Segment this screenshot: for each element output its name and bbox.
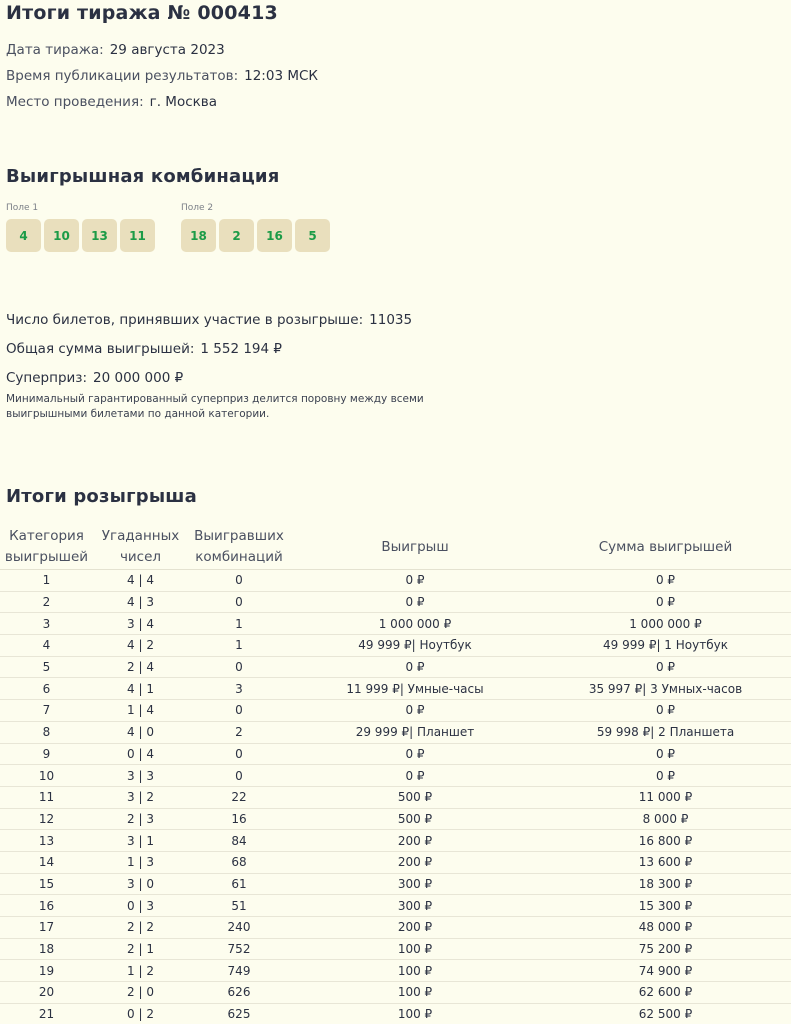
table-row [0, 743, 791, 765]
cell-category: 4 [0, 635, 93, 657]
cell-guessed: 3 | 3 [93, 765, 188, 787]
cell-category: 11 [0, 786, 93, 808]
cell-prize: 100 ₽ [290, 938, 540, 960]
tickets-count-label: Число билетов, принявших участие в розыгрыше: [6, 312, 364, 328]
col-guessed: Угаданных чисел [93, 525, 188, 570]
table-row [0, 656, 791, 678]
cell-prize-total: 0 ₽ [540, 570, 791, 592]
cell-guessed: 1 | 3 [93, 851, 188, 873]
cell-prize-total: 0 ₽ [540, 656, 791, 678]
publication-time-label: Время публикации результатов: [6, 68, 239, 84]
tickets-count-value: 11035 [369, 312, 413, 328]
cell-winning-combinations: 625 [188, 1003, 290, 1024]
cell-winning-combinations: 2 [188, 721, 290, 743]
field-1-ball: 11 [120, 219, 155, 252]
cell-category: 9 [0, 743, 93, 765]
field-2-balls [181, 219, 330, 252]
cell-prize: 11 999 ₽| Умные-часы [290, 678, 540, 700]
table-row [0, 700, 791, 722]
cell-guessed: 1 | 4 [93, 700, 188, 722]
draw-date-value: 29 августа 2023 [109, 42, 225, 58]
table-row [0, 721, 791, 743]
cell-guessed: 4 | 0 [93, 721, 188, 743]
cell-prize-total: 0 ₽ [540, 765, 791, 787]
cell-guessed: 2 | 4 [93, 656, 188, 678]
cell-winning-combinations: 0 [188, 656, 290, 678]
superprize-label: Суперприз: [6, 370, 88, 386]
cell-prize: 100 ₽ [290, 1003, 540, 1024]
total-winnings-value: 1 552 194 ₽ [200, 341, 282, 357]
cell-prize-total: 49 999 ₽| 1 Ноутбук [540, 635, 791, 657]
tickets-count [6, 312, 412, 328]
cell-category: 20 [0, 982, 93, 1004]
cell-category: 18 [0, 938, 93, 960]
cell-winning-combinations: 16 [188, 808, 290, 830]
cell-prize-total: 0 ₽ [540, 743, 791, 765]
cell-category: 1 [0, 570, 93, 592]
table-row [0, 917, 791, 939]
cell-category: 16 [0, 895, 93, 917]
cell-guessed: 0 | 2 [93, 1003, 188, 1024]
cell-guessed: 4 | 3 [93, 591, 188, 613]
cell-winning-combinations: 0 [188, 591, 290, 613]
cell-winning-combinations: 240 [188, 917, 290, 939]
cell-guessed: 3 | 2 [93, 786, 188, 808]
cell-winning-combinations: 752 [188, 938, 290, 960]
cell-prize: 49 999 ₽| Ноутбук [290, 635, 540, 657]
cell-prize-total: 59 998 ₽| 2 Планшета [540, 721, 791, 743]
draw-date-label: Дата тиража: [6, 42, 104, 58]
cell-winning-combinations: 51 [188, 895, 290, 917]
cell-winning-combinations: 626 [188, 982, 290, 1004]
cell-prize: 0 ₽ [290, 591, 540, 613]
results-body [0, 570, 791, 1024]
publication-time [6, 68, 318, 84]
cell-prize: 200 ₽ [290, 851, 540, 873]
draw-place [6, 94, 217, 110]
cell-prize-total: 35 997 ₽| 3 Умных-часов [540, 678, 791, 700]
cell-prize-total: 8 000 ₽ [540, 808, 791, 830]
cell-winning-combinations: 22 [188, 786, 290, 808]
winning-combination-heading: Выигрышная комбинация [6, 166, 280, 187]
cell-guessed: 1 | 2 [93, 960, 188, 982]
cell-category: 5 [0, 656, 93, 678]
field-2-ball: 2 [219, 219, 254, 252]
field-1-ball: 13 [82, 219, 117, 252]
cell-category: 21 [0, 1003, 93, 1024]
cell-prize: 200 ₽ [290, 830, 540, 852]
cell-guessed: 4 | 2 [93, 635, 188, 657]
cell-prize-total: 15 300 ₽ [540, 895, 791, 917]
cell-winning-combinations: 84 [188, 830, 290, 852]
table-row [0, 938, 791, 960]
total-winnings [6, 341, 282, 357]
cell-prize: 0 ₽ [290, 743, 540, 765]
cell-guessed: 4 | 4 [93, 570, 188, 592]
cell-category: 13 [0, 830, 93, 852]
cell-guessed: 3 | 1 [93, 830, 188, 852]
cell-winning-combinations: 749 [188, 960, 290, 982]
cell-guessed: 2 | 2 [93, 917, 188, 939]
cell-guessed: 3 | 4 [93, 613, 188, 635]
cell-prize-total: 62 600 ₽ [540, 982, 791, 1004]
cell-category: 2 [0, 591, 93, 613]
table-row [0, 678, 791, 700]
cell-category: 6 [0, 678, 93, 700]
results-heading: Итоги розыгрыша [6, 486, 197, 507]
draw-date [6, 42, 225, 58]
cell-prize-total: 74 900 ₽ [540, 960, 791, 982]
cell-winning-combinations: 0 [188, 765, 290, 787]
cell-guessed: 2 | 1 [93, 938, 188, 960]
cell-prize-total: 48 000 ₽ [540, 917, 791, 939]
cell-prize: 500 ₽ [290, 808, 540, 830]
cell-prize: 0 ₽ [290, 656, 540, 678]
cell-prize-total: 18 300 ₽ [540, 873, 791, 895]
table-row [0, 786, 791, 808]
table-row [0, 830, 791, 852]
table-row [0, 873, 791, 895]
cell-winning-combinations: 0 [188, 570, 290, 592]
field-2-label: Поле 2 [181, 203, 214, 213]
cell-prize: 1 000 000 ₽ [290, 613, 540, 635]
cell-prize-total: 16 800 ₽ [540, 830, 791, 852]
cell-category: 7 [0, 700, 93, 722]
table-row [0, 895, 791, 917]
cell-category: 8 [0, 721, 93, 743]
cell-prize: 100 ₽ [290, 960, 540, 982]
draw-place-value: г. Москва [149, 94, 218, 110]
cell-category: 10 [0, 765, 93, 787]
superprize-note: Минимальный гарантированный суперприз делится поровну между всеми выигрышными билетами по данной категории. [6, 393, 424, 420]
publication-time-value: 12:03 МСК [244, 68, 318, 84]
cell-category: 14 [0, 851, 93, 873]
cell-winning-combinations: 68 [188, 851, 290, 873]
cell-category: 12 [0, 808, 93, 830]
field-2-ball: 5 [295, 219, 330, 252]
col-prize-total: Сумма выигрышей [540, 525, 791, 570]
results-table [0, 525, 791, 1024]
cell-winning-combinations: 1 [188, 635, 290, 657]
table-row [0, 808, 791, 830]
col-category: Категория выигрышей [0, 525, 93, 570]
cell-winning-combinations: 3 [188, 678, 290, 700]
cell-prize: 0 ₽ [290, 765, 540, 787]
table-row [0, 591, 791, 613]
cell-guessed: 3 | 0 [93, 873, 188, 895]
cell-prize: 300 ₽ [290, 873, 540, 895]
col-winning-combinations: Выигравших комбинаций [188, 525, 290, 570]
cell-category: 17 [0, 917, 93, 939]
cell-guessed: 0 | 4 [93, 743, 188, 765]
cell-prize: 300 ₽ [290, 895, 540, 917]
cell-winning-combinations: 0 [188, 743, 290, 765]
cell-guessed: 2 | 0 [93, 982, 188, 1004]
cell-category: 3 [0, 613, 93, 635]
field-1-ball: 4 [6, 219, 41, 252]
draw-place-label: Место проведения: [6, 94, 144, 110]
cell-winning-combinations: 61 [188, 873, 290, 895]
cell-prize-total: 75 200 ₽ [540, 938, 791, 960]
cell-prize: 29 999 ₽| Планшет [290, 721, 540, 743]
cell-category: 19 [0, 960, 93, 982]
table-row [0, 570, 791, 592]
cell-winning-combinations: 1 [188, 613, 290, 635]
table-row [0, 960, 791, 982]
cell-prize: 100 ₽ [290, 982, 540, 1004]
table-row [0, 635, 791, 657]
field-2-ball: 18 [181, 219, 216, 252]
cell-prize-total: 62 500 ₽ [540, 1003, 791, 1024]
cell-prize-total: 0 ₽ [540, 591, 791, 613]
superprize-value: 20 000 000 ₽ [93, 370, 184, 386]
cell-guessed: 2 | 3 [93, 808, 188, 830]
table-row [0, 982, 791, 1004]
results-header-row [0, 525, 791, 570]
cell-prize-total: 1 000 000 ₽ [540, 613, 791, 635]
field-2-ball: 16 [257, 219, 292, 252]
field-1-label: Поле 1 [6, 203, 39, 213]
table-row [0, 1003, 791, 1024]
superprize [6, 370, 183, 386]
cell-prize-total: 11 000 ₽ [540, 786, 791, 808]
field-1-ball: 10 [44, 219, 79, 252]
table-row [0, 765, 791, 787]
table-row [0, 851, 791, 873]
cell-prize: 0 ₽ [290, 570, 540, 592]
col-prize: Выигрыш [290, 525, 540, 570]
total-winnings-label: Общая сумма выигрышей: [6, 341, 195, 357]
cell-guessed: 4 | 1 [93, 678, 188, 700]
cell-winning-combinations: 0 [188, 700, 290, 722]
field-1-balls [6, 219, 155, 252]
page-title: Итоги тиража № 000413 [6, 2, 278, 24]
table-row [0, 613, 791, 635]
cell-prize: 0 ₽ [290, 700, 540, 722]
cell-guessed: 0 | 3 [93, 895, 188, 917]
cell-prize-total: 0 ₽ [540, 700, 791, 722]
cell-prize-total: 13 600 ₽ [540, 851, 791, 873]
cell-prize: 200 ₽ [290, 917, 540, 939]
cell-category: 15 [0, 873, 93, 895]
cell-prize: 500 ₽ [290, 786, 540, 808]
